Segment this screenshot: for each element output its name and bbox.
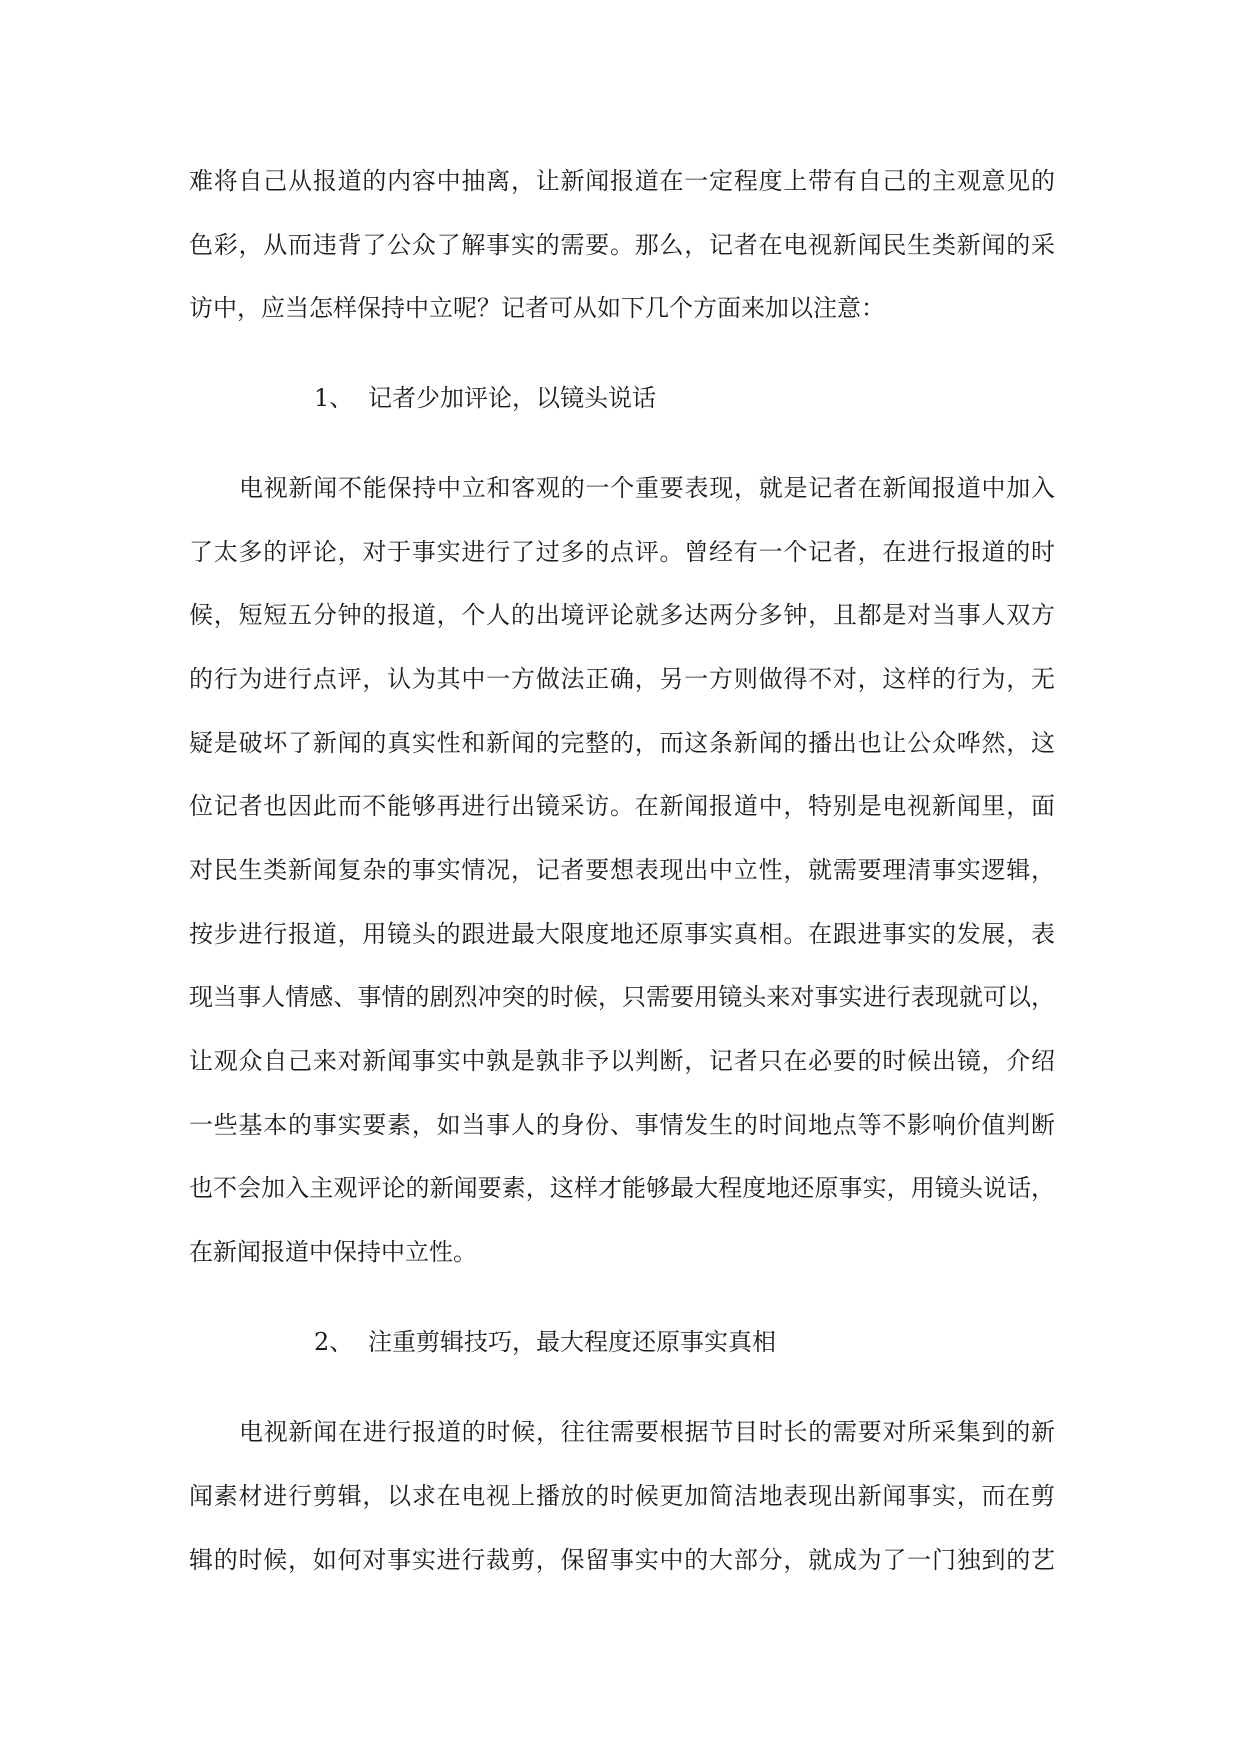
section-heading-1 bbox=[314, 376, 656, 420]
section-heading-1-number: 1、 bbox=[314, 384, 354, 412]
paragraph-2-line-4: 的行为进行点评，认为其中一方做法正确，另一方则做得不对，这样的行为，无 bbox=[189, 665, 1055, 693]
section-heading-2-number: 2、 bbox=[314, 1328, 354, 1356]
paragraph-2-line-7: 对民生类新闻复杂的事实情况，记者要想表现出中立性，就需要理清事实逻辑， bbox=[189, 856, 1055, 884]
paragraph-2-line-12: 也不会加入主观评论的新闻要素，这样才能够最大程度地还原事实，用镜头说话， bbox=[189, 1174, 1055, 1202]
section-heading-2-text: 注重剪辑技巧，最大程度还原事实真相 bbox=[368, 1328, 776, 1356]
paragraph-2-line-5: 疑是破坏了新闻的真实性和新闻的完整的，而这条新闻的播出也让公众哗然，这 bbox=[189, 729, 1055, 757]
paragraph-3-line-2: 闻素材进行剪辑，以求在电视上播放的时候更加简洁地表现出新闻事实，而在剪 bbox=[189, 1482, 1055, 1510]
paragraph-2-line-10: 让观众自己来对新闻事实中孰是孰非予以判断，记者只在必要的时候出镜，介绍 bbox=[189, 1047, 1055, 1075]
paragraph-2-line-2: 了太多的评论，对于事实进行了过多的点评。曾经有一个记者，在进行报道的时 bbox=[189, 538, 1055, 566]
section-heading-1-text: 记者少加评论，以镜头说话 bbox=[368, 384, 656, 412]
paragraph-1-line-2: 色彩，从而违背了公众了解事实的需要。那么，记者在电视新闻民生类新闻的采 bbox=[189, 231, 1055, 259]
paragraph-2-line-1: 电视新闻不能保持中立和客观的一个重要表现，就是记者在新闻报道中加入 bbox=[239, 474, 1055, 502]
paragraph-2-line-8: 按步进行报道，用镜头的跟进最大限度地还原事实真相。在跟进事实的发展，表 bbox=[189, 920, 1055, 948]
paragraph-3-line-3: 辑的时候，如何对事实进行裁剪，保留事实中的大部分，就成为了一门独到的艺 bbox=[189, 1546, 1055, 1574]
section-heading-2 bbox=[314, 1320, 776, 1364]
paragraph-2-line-9: 现当事人情感、事情的剧烈冲突的时候，只需要用镜头来对事实进行表现就可以， bbox=[189, 983, 1055, 1011]
paragraph-1-line-1: 难将自己从报道的内容中抽离，让新闻报道在一定程度上带有自己的主观意见的 bbox=[189, 167, 1055, 195]
paragraph-2-line-6: 位记者也因此而不能够再进行出镜采访。在新闻报道中，特别是电视新闻里，面 bbox=[189, 792, 1055, 820]
paragraph-3-line-1: 电视新闻在进行报道的时候，往往需要根据节目时长的需要对所采集到的新 bbox=[239, 1418, 1055, 1446]
paragraph-1-line-3: 访中，应当怎样保持中立呢？记者可从如下几个方面来加以注意： bbox=[189, 294, 885, 322]
paragraph-2-line-13: 在新闻报道中保持中立性。 bbox=[189, 1238, 477, 1266]
paragraph-2-line-3: 候，短短五分钟的报道，个人的出境评论就多达两分多钟，且都是对当事人双方 bbox=[189, 601, 1055, 629]
paragraph-2-line-11: 一些基本的事实要素，如当事人的身份、事情发生的时间地点等不影响价值判断 bbox=[189, 1111, 1055, 1139]
